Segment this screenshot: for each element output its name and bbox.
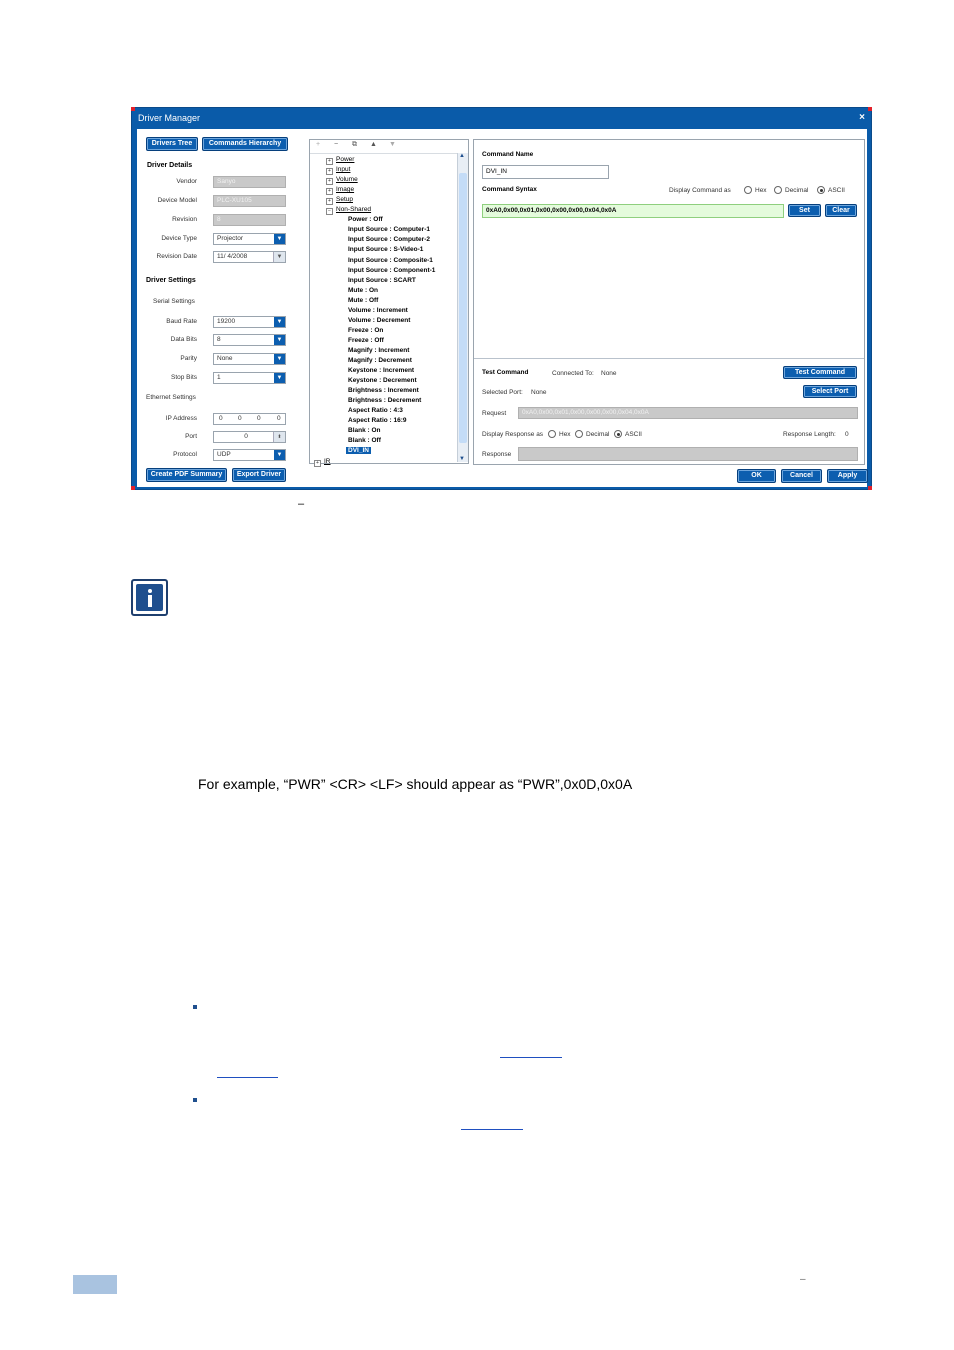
protocol-select[interactable] — [213, 449, 286, 461]
tree-command-item[interactable]: Volume : Decrement — [348, 316, 411, 324]
export-driver-button[interactable]: Export Driver — [232, 468, 286, 482]
parity-value: None — [217, 355, 233, 362]
spinner-icon[interactable]: ⬍ — [273, 432, 285, 442]
footer-page-tab — [73, 1275, 117, 1294]
tree-command-item[interactable]: Magnify : Increment — [348, 346, 410, 354]
expand-icon[interactable]: + — [326, 198, 333, 205]
device-model-label: Device Model — [157, 197, 197, 204]
ip-address-field[interactable] — [213, 413, 286, 425]
tree-group-item[interactable]: IR — [324, 457, 331, 465]
chevron-down-icon[interactable]: ▼ — [273, 252, 285, 262]
tree-command-item[interactable]: Input Source : SCART — [348, 276, 416, 284]
info-icon — [131, 579, 168, 616]
select-port-button[interactable]: Select Port — [803, 385, 857, 398]
tree-group-item[interactable]: Non-Shared — [336, 206, 372, 214]
divider — [474, 358, 864, 359]
chevron-down-icon[interactable]: ▼ — [274, 335, 285, 345]
stop-bits-select[interactable] — [213, 372, 286, 384]
window-client-area — [137, 129, 867, 487]
window-corner-marker — [868, 486, 872, 490]
baud-rate-value: 19200 — [217, 318, 236, 325]
example-text: For example, “PWR” <CR> <LF> should appear as “PWR”,0x0D,0x0A — [198, 776, 633, 792]
response-ascii-label: ASCII — [625, 431, 642, 438]
selected-port-value: None — [531, 389, 547, 396]
test-command-button[interactable]: Test Command — [783, 366, 857, 379]
revision-label: Revision — [172, 216, 197, 223]
tree-command-item[interactable]: Input Source : Computer-1 — [348, 226, 430, 234]
display-response-as-label: Display Response as — [482, 431, 544, 438]
window-corner-marker — [131, 486, 135, 490]
device-type-label: Device Type — [161, 235, 197, 242]
response-length-label: Response Length: — [783, 431, 836, 438]
ok-button[interactable]: OK — [737, 469, 776, 483]
chevron-down-icon[interactable]: ▼ — [274, 317, 285, 327]
device-model-field: PLC-XU105 — [213, 195, 286, 207]
tree-toolbar — [310, 140, 460, 154]
ascii-radio[interactable] — [817, 186, 825, 194]
revision-date-picker[interactable] — [213, 251, 286, 263]
tree-scrollbar[interactable] — [457, 153, 468, 462]
chevron-down-icon[interactable]: ▼ — [274, 234, 285, 244]
tree-command-item[interactable]: Input Source : Composite-1 — [348, 256, 433, 264]
tree-command-item[interactable]: Input Source : Computer-2 — [348, 236, 430, 244]
tab-commands-hierarchy[interactable]: Commands Hierarchy — [202, 137, 288, 151]
scroll-down-icon[interactable]: ▼ — [459, 456, 465, 462]
protocol-value: UDP — [217, 451, 231, 458]
scrollbar-thumb[interactable] — [459, 173, 467, 443]
expand-icon[interactable]: + — [314, 460, 321, 467]
tree-command-item[interactable]: Brightness : Decrement — [348, 397, 422, 405]
tree-command-item[interactable]: Mute : On — [348, 286, 378, 294]
tree-toolbar-icon[interactable]: + — [316, 141, 321, 148]
revision-field: 8 — [213, 214, 286, 226]
device-type-select[interactable] — [213, 233, 286, 245]
device-type-value: Projector — [217, 235, 244, 242]
tree-command-item[interactable]: Freeze : On — [348, 326, 384, 334]
hex-label: Hex — [755, 187, 767, 194]
link-underline[interactable] — [500, 1057, 562, 1058]
expand-icon[interactable]: + — [326, 178, 333, 185]
expand-icon[interactable]: + — [326, 158, 333, 165]
apply-button[interactable]: Apply — [827, 469, 868, 483]
tree-command-item[interactable]: Mute : Off — [348, 296, 379, 304]
set-button[interactable]: Set — [788, 204, 821, 217]
ip-octet: 0 — [238, 415, 242, 422]
response-hex-label: Hex — [559, 431, 571, 438]
ip-octet: 0 — [219, 415, 223, 422]
chevron-down-icon[interactable]: ▼ — [274, 373, 285, 383]
tree-command-item[interactable]: Keystone : Increment — [348, 367, 415, 375]
baud-rate-label: Baud Rate — [166, 318, 197, 325]
tree-toolbar-icon[interactable]: ⧉ — [352, 141, 357, 148]
command-editor-panel — [473, 139, 865, 465]
port-value: 0 — [244, 433, 248, 440]
hex-radio[interactable] — [744, 186, 752, 194]
ip-octet: 0 — [257, 415, 261, 422]
expand-icon[interactable]: + — [326, 188, 333, 195]
stop-bits-value: 1 — [217, 374, 221, 381]
tree-group-item[interactable]: Image — [336, 186, 355, 194]
connected-to-label: Connected To: — [552, 370, 594, 377]
command-syntax-label: Command Syntax — [482, 186, 537, 193]
response-hex-radio[interactable] — [548, 430, 556, 438]
scroll-up-icon[interactable]: ▲ — [459, 153, 465, 159]
command-name-label: Command Name — [482, 151, 534, 158]
request-label: Request — [482, 410, 507, 417]
connected-to-value: None — [601, 370, 617, 377]
caption-dash: – — [298, 498, 305, 510]
data-bits-select[interactable] — [213, 334, 286, 346]
port-label: Port — [185, 433, 197, 440]
protocol-label: Protocol — [173, 451, 197, 458]
ethernet-settings-label: Ethernet Settings — [146, 394, 196, 401]
decimal-radio[interactable] — [774, 186, 782, 194]
driver-details-header: Driver Details — [147, 162, 193, 169]
tree-command-item-selected[interactable]: DVI_IN — [348, 447, 369, 455]
tree-command-item[interactable]: Volume : Increment — [348, 306, 408, 314]
tree-command-item[interactable]: Freeze : Off — [348, 336, 384, 344]
window-titlebar[interactable] — [132, 108, 871, 129]
command-name-input[interactable]: DVI_IN — [482, 165, 609, 179]
revision-date-label: Revision Date — [156, 253, 197, 260]
command-syntax-input[interactable]: 0xA0,0x00,0x01,0x00,0x00,0x00,0x04,0x0A — [482, 204, 784, 218]
tree-command-item[interactable]: Aspect Ratio : 16:9 — [348, 417, 407, 425]
link-underline[interactable] — [461, 1129, 523, 1130]
link-underline[interactable] — [217, 1077, 278, 1078]
collapse-icon[interactable]: − — [326, 208, 333, 215]
tree-command-item[interactable]: Blank : Off — [348, 437, 381, 445]
serial-settings-label: Serial Settings — [153, 298, 195, 305]
request-field: 0xA0,0x00,0x01,0x00,0x00,0x00,0x04,0x0A — [518, 407, 858, 419]
response-ascii-radio[interactable] — [614, 430, 622, 438]
ip-address-label: IP Address — [165, 415, 197, 422]
tree-group-item[interactable]: Input — [336, 166, 351, 174]
display-command-as-label: Display Command as — [669, 187, 731, 194]
tree-group-item[interactable]: Volume — [336, 176, 358, 184]
test-command-label: Test Command — [482, 369, 529, 376]
tree-toolbar-icon[interactable]: ▲ — [370, 141, 377, 148]
cancel-button[interactable]: Cancel — [781, 469, 822, 483]
tree-command-item[interactable]: Input Source : S-Video-1 — [348, 246, 424, 254]
tree-command-item[interactable]: Power : Off — [348, 216, 383, 224]
selected-port-label: Selected Port: — [482, 389, 523, 396]
tree-group-item[interactable]: Setup — [336, 196, 353, 204]
driver-settings-header: Driver Settings — [146, 277, 196, 284]
commands-tree[interactable] — [309, 139, 469, 464]
tab-drivers-tree[interactable]: Drivers Tree — [146, 137, 198, 151]
ascii-label: ASCII — [828, 187, 845, 194]
decimal-label: Decimal — [785, 187, 809, 194]
response-label: Response — [482, 451, 512, 458]
revision-date-value: 11/ 4/2008 — [217, 253, 248, 260]
bullet — [193, 1098, 197, 1102]
stop-bits-label: Stop Bits — [170, 374, 197, 381]
response-decimal-radio[interactable] — [575, 430, 583, 438]
clear-button[interactable]: Clear — [825, 204, 857, 217]
tree-command-item[interactable]: Magnify : Decrement — [348, 357, 412, 364]
response-length-value: 0 — [845, 431, 849, 438]
window-title: Driver Manager — [138, 113, 201, 123]
response-field — [518, 447, 858, 461]
close-icon[interactable]: × — [859, 112, 865, 123]
port-stepper[interactable] — [213, 431, 286, 443]
footer-dash: – — [800, 1274, 806, 1285]
bullet — [193, 1005, 197, 1009]
tree-command-item[interactable]: Keystone : Decrement — [348, 377, 417, 385]
tree-command-item[interactable]: Input Source : Component-1 — [348, 266, 436, 274]
baud-rate-select[interactable] — [213, 316, 286, 328]
vendor-field: Sanyo — [213, 176, 286, 188]
data-bits-value: 8 — [217, 336, 221, 343]
driver-manager-window — [131, 107, 872, 490]
parity-select[interactable] — [213, 353, 286, 365]
chevron-down-icon[interactable]: ▼ — [274, 450, 285, 460]
vendor-label: Vendor — [176, 178, 197, 185]
tree-group-item[interactable]: Power — [336, 156, 355, 163]
tree-toolbar-icon[interactable]: − — [334, 141, 339, 148]
parity-label: Parity — [180, 355, 197, 362]
tree-command-item[interactable]: Blank : On — [348, 427, 381, 435]
chevron-down-icon[interactable]: ▼ — [274, 354, 285, 364]
data-bits-label: Data Bits — [170, 336, 197, 343]
create-pdf-summary-button[interactable]: Create PDF Summary — [146, 468, 227, 482]
response-decimal-label: Decimal — [586, 431, 610, 438]
tree-toolbar-icon[interactable]: ▼ — [389, 141, 396, 148]
ip-octet: 0 — [277, 415, 281, 422]
tree-command-item[interactable]: Brightness : Increment — [348, 387, 419, 395]
tree-command-item[interactable]: Aspect Ratio : 4:3 — [348, 407, 403, 415]
expand-icon[interactable]: + — [326, 168, 333, 175]
